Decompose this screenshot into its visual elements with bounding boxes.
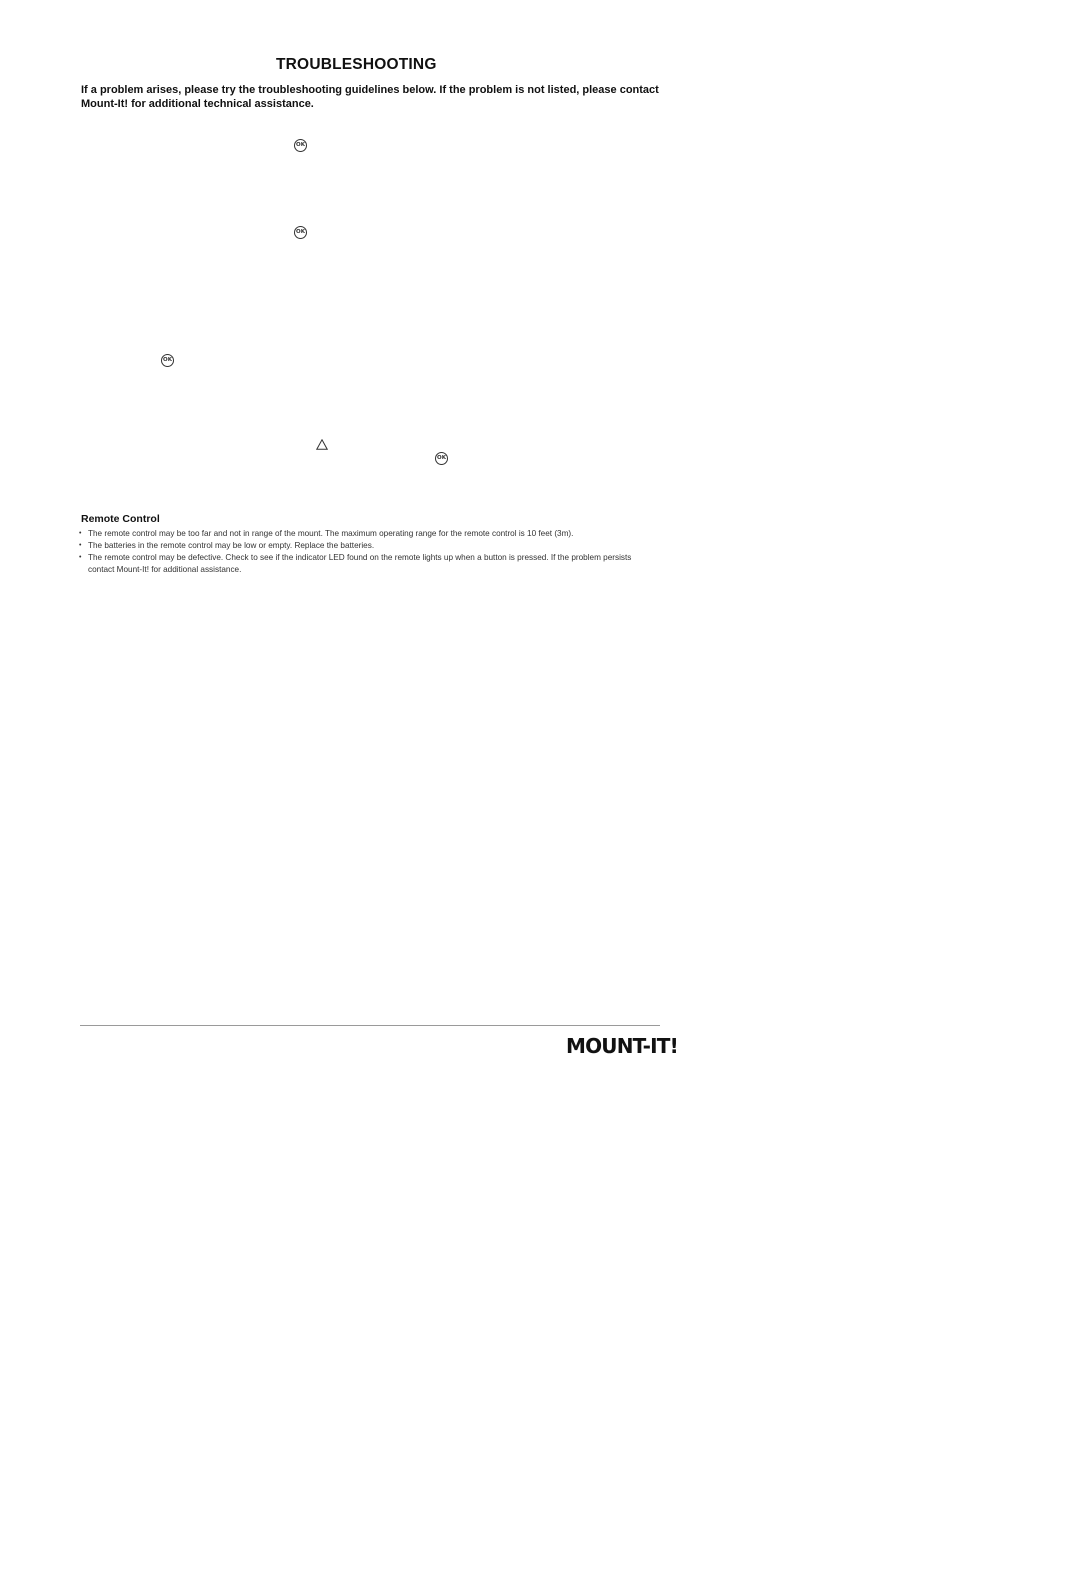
list-item: • The batteries in the remote control may be low or empty. Replace the batteries. [78, 540, 660, 552]
list-item: • The remote control may be defective. Check to see if the indicator LED found on the remote lights up when a button is pressed. If the problem persists contact Mount-It! for additional assistance. [78, 552, 660, 576]
page-title: TROUBLESHOOTING [276, 56, 437, 73]
remote-control-heading: Remote Control [81, 513, 160, 525]
ok-button-icon: OK [294, 226, 307, 239]
remote-control-list [78, 528, 660, 576]
intro-text: If a problem arises, please try the troubleshooting guidelines below. If the problem is not listed, please contact Mount-It! for additional technical assistance. [81, 84, 659, 110]
warning-triangle-icon [316, 439, 328, 450]
footer-divider [80, 1025, 660, 1026]
ok-button-icon: OK [435, 452, 448, 465]
ok-button-icon: OK [294, 139, 307, 152]
list-item: • The remote control may be too far and not in range of the mount. The maximum operating range for the remote control is 10 feet (3m). [78, 528, 660, 540]
ok-button-icon: OK [161, 354, 174, 367]
brand-logo: MOUNT-IT! [566, 1034, 678, 1058]
